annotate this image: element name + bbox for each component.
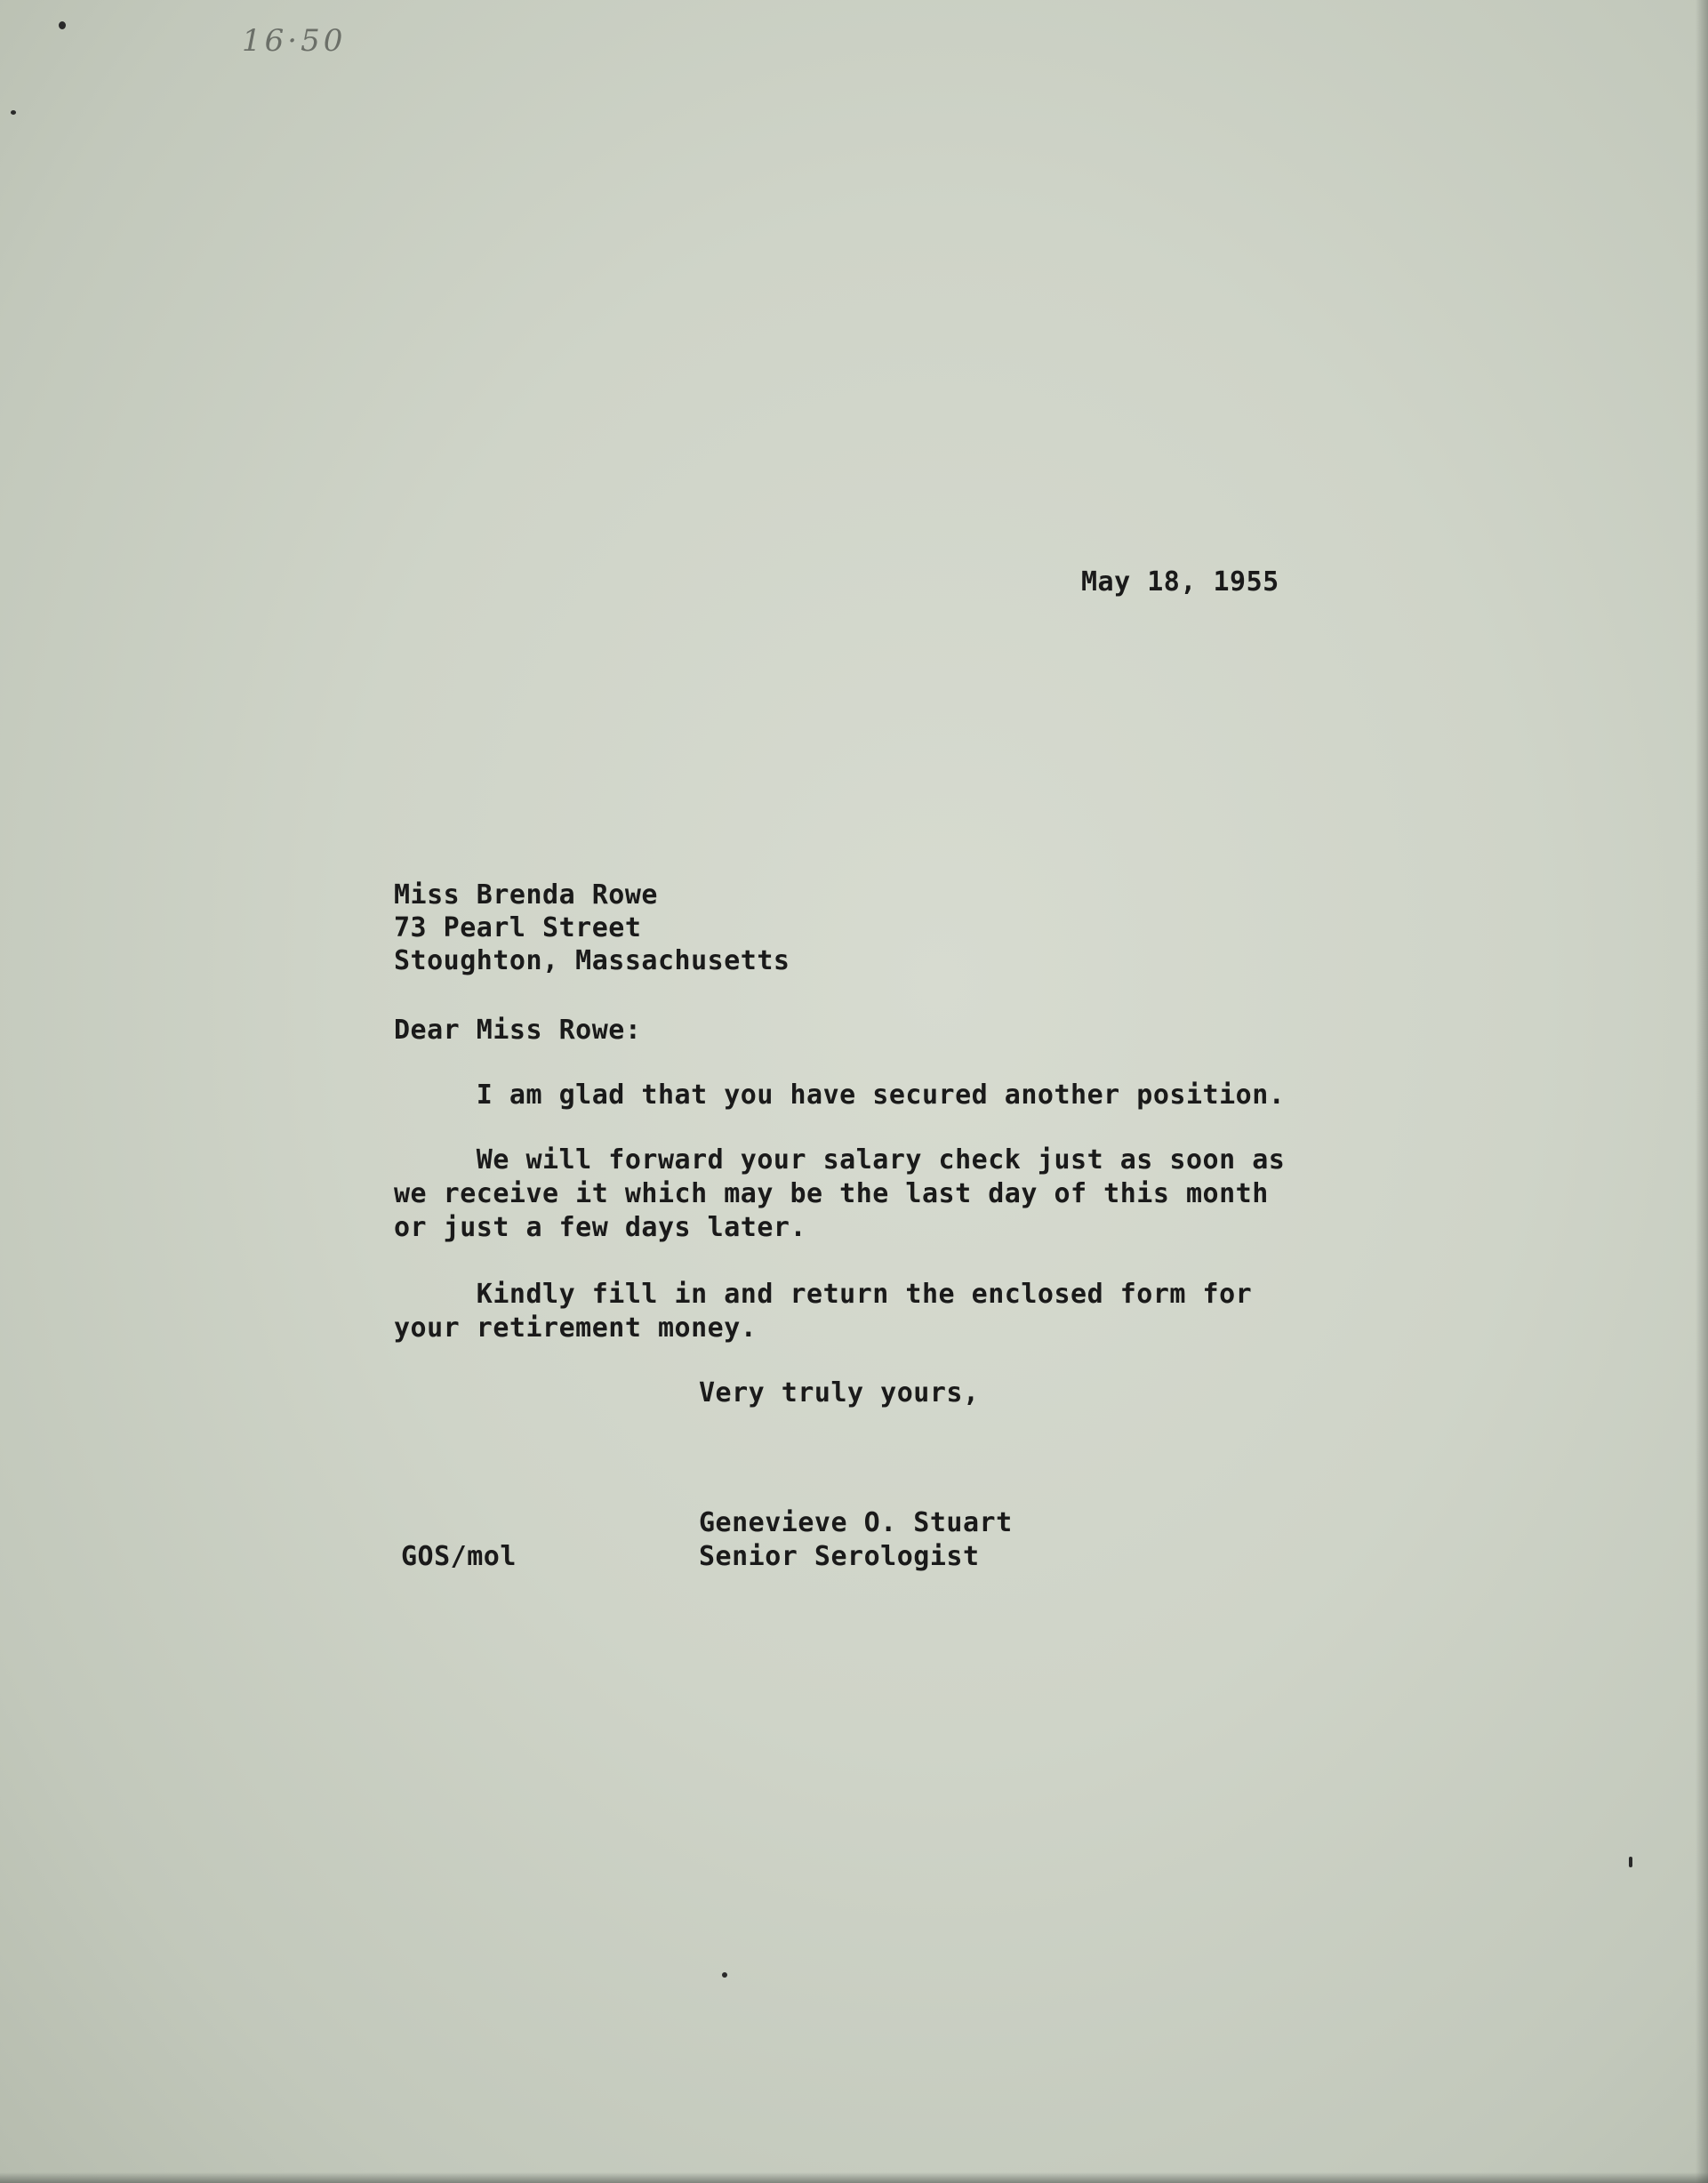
signer-title: Senior Serologist [699, 1541, 980, 1572]
paragraph-line: your retirement money. [394, 1312, 758, 1344]
paper-speck [722, 1972, 727, 1978]
salutation: Dear Miss Rowe: [394, 1015, 642, 1046]
paragraph-line: We will forward your salary check just as soon as [394, 1144, 1286, 1176]
recipient-street: 73 Pearl Street [394, 912, 642, 943]
paper-speck [1629, 1857, 1632, 1867]
margin-note: 16·50 [242, 23, 347, 59]
paragraph-line: I am glad that you have secured another position. [394, 1079, 1286, 1111]
recipient-name: Miss Brenda Rowe [394, 879, 658, 911]
closing: Very truly yours, [699, 1377, 980, 1409]
letter-date: May 18, 1955 [1081, 566, 1279, 598]
paragraph-line: we receive it which may be the last day of this month [394, 1178, 1269, 1209]
recipient-city-state: Stoughton, Massachusetts [394, 945, 790, 976]
page-edge-shadow-bottom [0, 2172, 1708, 2183]
paragraph-line: Kindly fill in and return the enclosed form for [394, 1279, 1253, 1310]
page-edge-shadow [1696, 0, 1708, 2183]
signer-name: Genevieve O. Stuart [699, 1507, 1013, 1538]
paper-speck [11, 110, 16, 115]
paper-speck [59, 21, 66, 29]
paragraph-line: or just a few days later. [394, 1212, 807, 1243]
reference-initials: GOS/mol [401, 1541, 517, 1572]
